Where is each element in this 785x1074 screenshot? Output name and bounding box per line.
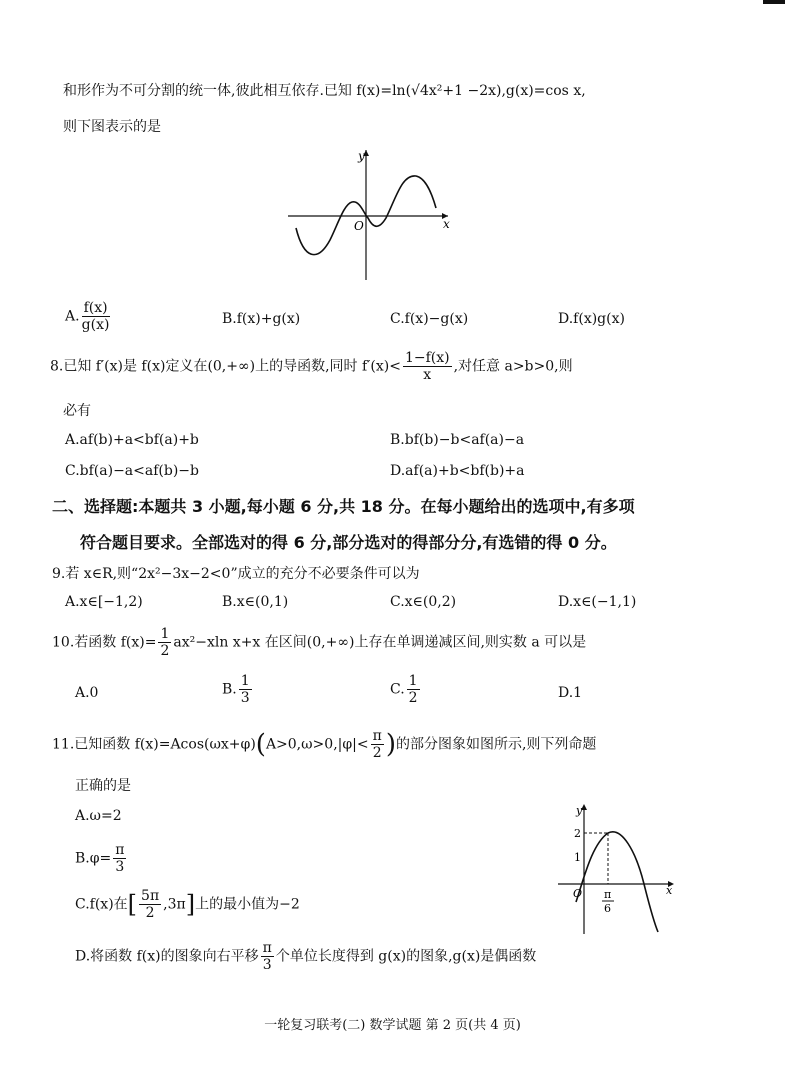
- q7-a-denominator: g(x): [81, 317, 110, 333]
- q11-option-a: A.ω=2: [75, 808, 122, 824]
- q7-option-c: C.f(x)−g(x): [390, 311, 469, 327]
- q11-condition-denominator: 2: [372, 745, 382, 761]
- q8-fraction-numerator: 1−f(x): [404, 350, 450, 366]
- q11-b-numerator: π: [115, 842, 125, 858]
- q9-option-a: A.x∈[−1,2): [65, 594, 143, 610]
- q11-option-c-suffix: 上的最小值为−2: [195, 896, 300, 913]
- q8-option-b: B.bf(b)−b<af(a)−a: [390, 432, 525, 448]
- q10-option-c: [390, 673, 422, 706]
- q10-option-a: A.0: [75, 685, 99, 701]
- q10-stem-part-1: 10.若函数 f(x)=: [52, 634, 157, 651]
- section-2-heading-line-1: 二、选择题:本题共 3 小题,每小题 6 分,共 18 分。在每小题给出的选项中,有多项: [52, 497, 635, 516]
- q8-line-2: 必有: [63, 403, 91, 419]
- intro-line-1: 和形作为不可分割的统一体,彼此相互依存.已知 f(x)=ln(√4x²+1 −2x),g(x)=cos x,: [63, 83, 586, 99]
- q11-option-d-part-2: 个单位长度得到 g(x)的图象,g(x)是偶函数: [275, 948, 537, 965]
- q8-option-c: C.bf(a)−a<af(b)−b: [65, 463, 199, 479]
- q9-stem: 9.若 x∈R,则“2x²−3x−2<0”成立的充分不必要条件可以为: [52, 566, 420, 582]
- q11-c-right-bracket: ]: [185, 890, 196, 919]
- q8-stem-part-2: ,对任意 a>b>0,则: [453, 358, 573, 375]
- q10-fraction: [158, 626, 171, 659]
- section-2-heading-line-2: 符合题目要求。全部选对的得 6 分,部分选对的得部分分,有选错的得 0 分。: [80, 533, 617, 552]
- q10-fraction-numerator: 1: [160, 626, 170, 642]
- q10-option-b-prefix: B.: [222, 681, 237, 698]
- page-footer: 一轮复习联考(二) 数学试题 第 2 页(共 4 页): [264, 1018, 521, 1033]
- q10-option-c-fraction: [407, 673, 420, 706]
- graph-1-y-label: y: [358, 149, 365, 163]
- q8-option-a: A.af(b)+a<bf(a)+b: [65, 432, 199, 448]
- q11-option-b-prefix: B.φ=: [75, 850, 112, 867]
- q11-c-left-bracket: [: [127, 890, 138, 919]
- q10-stem: [52, 626, 586, 659]
- q10-c-denominator: 2: [408, 690, 418, 706]
- q11-stem-part-1: 11.已知函数 f(x)=Acos(ωx+φ): [52, 736, 256, 753]
- q10-b-denominator: 3: [240, 690, 250, 706]
- q11-d-numerator: π: [262, 940, 272, 956]
- q7-option-a: [65, 300, 112, 333]
- q8-option-d: D.af(a)+b<bf(b)+a: [390, 463, 525, 479]
- q10-fraction-denominator: 2: [160, 643, 170, 659]
- graph-2-tick-x-numerator: π: [604, 888, 612, 901]
- q8-stem-part-1: 8.已知 f′(x)是 f(x)定义在(0,+∞)上的导函数,同时 f′(x)<: [50, 358, 401, 375]
- q10-option-b: [222, 673, 254, 706]
- q11-b-denominator: 3: [115, 859, 125, 875]
- q10-b-numerator: 1: [240, 673, 250, 689]
- q9-option-b: B.x∈(0,1): [222, 594, 289, 610]
- graph-2-y-label: y: [576, 804, 583, 817]
- q11-condition: A>0,ω>0,|φ|<: [265, 736, 369, 753]
- graph-2-tick-x-denominator: 6: [604, 902, 611, 915]
- q10-option-c-prefix: C.: [390, 681, 405, 698]
- q10-stem-part-2: ax²−xln x+x 在区间(0,+∞)上存在单调递减区间,则实数 a 可以是: [173, 634, 587, 651]
- q10-option-d: D.1: [558, 685, 583, 701]
- q8-fraction-denominator: x: [423, 367, 432, 383]
- q11-left-paren: (: [255, 729, 266, 760]
- q11-option-c-fraction: [139, 888, 161, 921]
- q10-option-b-fraction: [239, 673, 252, 706]
- q11-option-b: [75, 842, 128, 875]
- intro-line-2: 则下图表示的是: [63, 119, 161, 135]
- q9-option-d: D.x∈(−1,1): [558, 594, 637, 610]
- q11-condition-fraction: [371, 728, 384, 761]
- q11-d-denominator: 3: [262, 957, 272, 973]
- q8-stem: [50, 350, 573, 383]
- q7-option-d: D.f(x)g(x): [558, 311, 625, 327]
- q11-stem-part-2: 的部分图象如图所示,则下列命题: [395, 736, 597, 753]
- corner-mark: [763, 0, 785, 4]
- graph-1-x-label: x: [443, 217, 450, 231]
- graph-2-tick-y-1: 1: [574, 851, 581, 864]
- graph-2-origin: O: [573, 887, 583, 900]
- q11-option-c: [75, 888, 300, 921]
- q10-c-numerator: 1: [408, 673, 418, 689]
- q9-option-c: C.x∈(0,2): [390, 594, 457, 610]
- q11-option-d: [75, 940, 536, 973]
- q11-option-b-fraction: [113, 842, 126, 875]
- q11-option-c-prefix: C.f(x)在: [75, 896, 128, 913]
- graph-1-origin: O: [354, 219, 364, 233]
- q7-option-a-fraction: [82, 300, 110, 333]
- q11-c-numerator: 5π: [141, 888, 160, 904]
- q7-option-a-prefix: A.: [65, 308, 80, 325]
- q11-c-interval-end: ,3π: [163, 896, 186, 913]
- q11-option-d-fraction: [261, 940, 274, 973]
- q7-a-numerator: f(x): [83, 300, 108, 316]
- q11-line-2: 正确的是: [75, 778, 131, 794]
- graph-2-tick-y-2: 2: [574, 827, 581, 840]
- graph-2: [556, 800, 680, 938]
- q11-option-d-part-1: D.将函数 f(x)的图象向右平移: [75, 948, 259, 965]
- q11-stem: [52, 728, 596, 761]
- graph-2-x-label: x: [666, 884, 673, 897]
- q11-right-paren: ): [385, 729, 396, 760]
- q7-option-b: B.f(x)+g(x): [222, 311, 301, 327]
- q11-c-denominator: 2: [145, 905, 155, 921]
- graph-1: [280, 144, 460, 284]
- q8-fraction: [403, 350, 452, 383]
- q11-condition-numerator: π: [372, 728, 382, 744]
